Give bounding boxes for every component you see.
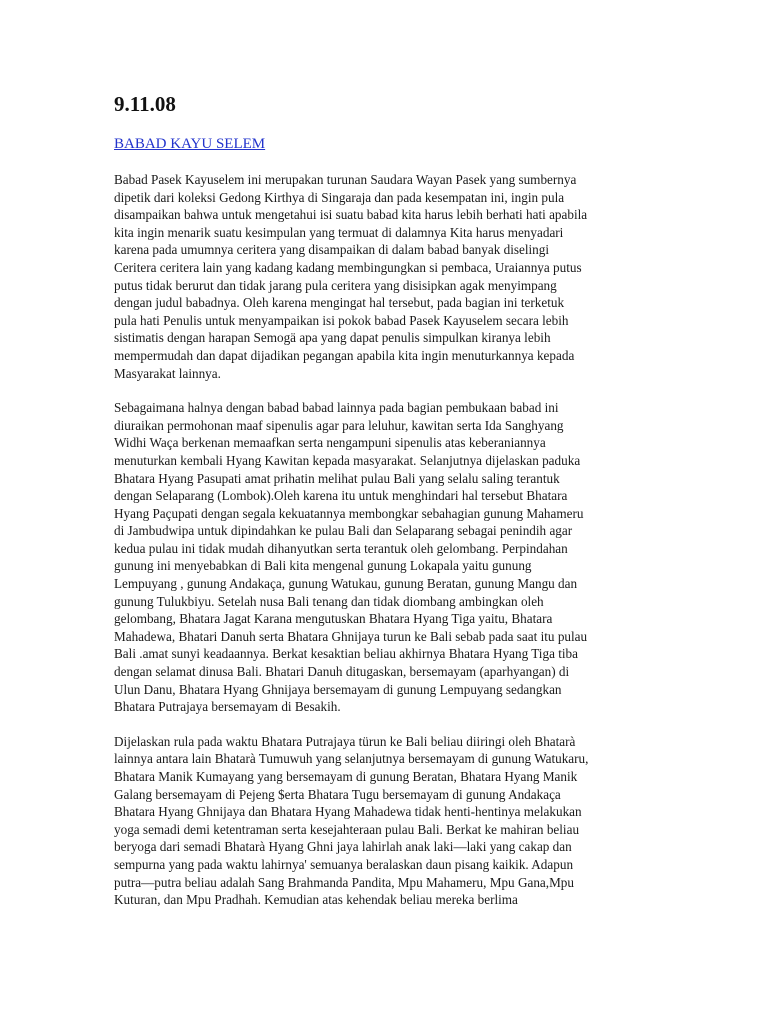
paragraph-line: Bhatara Hyang Pasupati amat prihatin melihat pulau Bali yang selalu saling terantuk xyxy=(114,470,560,486)
paragraph-line: di Jambudwipa untuk dipindahkan ke pulau Bali dan Selaparang sebagai penindih agar xyxy=(114,523,573,539)
paragraph-line: dipetik dari koleksi Gedong Kirthya di Singaraja dan pada kesempatan ini, ingin pula xyxy=(114,189,565,205)
paragraph-line: karena pada umumnya ceritera yang disampaikan di dalam babad banyak diselingi xyxy=(114,242,550,258)
paragraph-line: kedua pulau ini tidak mudah dihanyutkan serta terantuk oleh gelombang. Perpindahan xyxy=(114,540,568,556)
paragraph-line: Widhi Waça berkenan memaafkan serta nengampuni sipenulis atas keberaniannya xyxy=(114,435,546,451)
paragraph-line: Ulun Danu, Bhatara Hyang Ghnijaya bersemayam di gunung Lempuyang sedangkan xyxy=(114,681,562,697)
body-paragraph xyxy=(114,733,654,909)
paragraph-line: sempurna yang pada waktu lahirnya' semuanya beralaskan daun pisang kaikik. Adapun xyxy=(114,856,574,872)
post-title-link[interactable]: BABAD KAYU SELEM xyxy=(114,136,266,152)
body-paragraph xyxy=(114,171,654,382)
paragraph-line: Dijelaskan rula pada waktu Bhatara Putrajaya türun ke Bali beliau diiringi oleh Bhatarà xyxy=(114,733,576,749)
document-page xyxy=(114,92,654,926)
paragraph-line: Hyang Paçupati dengan segala kekuatannya membongkar sebahagian gunung Mahameru xyxy=(114,505,584,521)
paragraph-line: putus tidak berurut dan tidak jarang pula ceritera yang disisipkan agak menyimpang xyxy=(114,277,557,293)
post-body xyxy=(114,171,654,909)
paragraph-line: Galang bersemayam di Pejeng $erta Bhatara Tugu bersemayam di gunung Andakaça xyxy=(114,786,561,802)
paragraph-line: gunung ini menyebabkan di Bali kita mengenal gunung Lokapala yaitu gunung xyxy=(114,558,532,574)
paragraph-line: Bhatara Manik Kumayang yang bersemayam di gunung Beratan, Bhatara Hyang Manik xyxy=(114,769,578,784)
paragraph-line: menuturkan kembali Hyang Kawitan kepada masyarakat. Selanjutnya dijelaskan paduka xyxy=(114,452,581,468)
paragraph-line: dengan selamat dinusa Bali. Bhatari Danuh ditugaskan, bersemayam (aparhyangan) di xyxy=(114,664,570,680)
body-paragraph xyxy=(114,399,654,716)
paragraph-line: mempermudah dan dapat dijadikan pegangan apabila kita ingin menuturkannya kepada xyxy=(114,347,575,363)
paragraph-line: lainnya antara lain Bhatarà Tumuwuh yang selanjutnya bersemayam di gunung Watukaru, xyxy=(114,751,589,767)
paragraph-line: sistimatis dengan harapan Semogä apa yang dapat penulis simpulkan kiranya lebih xyxy=(114,330,551,346)
paragraph-line: Bhatara Hyang Ghnijaya dan Bhatara Hyang Mahadewa tidak henti-hentinya melakukan xyxy=(114,804,582,820)
paragraph-line: diuraikan permohonan maaf sipenulis agar para leluhur, kawitan serta Ida Sanghyang xyxy=(114,417,564,433)
paragraph-line: gunung Tulukbiyu. Setelah nusa Bali tenang dan tidak diombang ambingkan oleh xyxy=(114,593,544,609)
paragraph-line: disampaikan bahwa untuk mengetahui isi suatu babad kita harus lebih berhati hati apabila xyxy=(114,207,588,223)
paragraph-line: Babad Pasek Kayuselem ini merupakan turunan Saudara Wayan Pasek yang sumbernya xyxy=(114,172,577,187)
paragraph-line: Ceritera ceritera lain yang kadang kadang membingungkan si pembaca, Uraiannya putus xyxy=(114,259,582,275)
paragraph-line: beryoga dari semadi Bhatarà Hyang Ghni jaya lahirlah anak laki—laki yang cakap dan xyxy=(114,839,572,855)
paragraph-line: Masyarakat lainnya. xyxy=(114,365,221,381)
paragraph-line: kita ingin menarik suatu kesimpulan yang termuat di dalamnya Kita harus menyadari xyxy=(114,224,564,240)
paragraph-line: dengan judul babadnya. Oleh karena mengingat hal tersebut, pada bagian ini terketuk xyxy=(114,295,565,311)
paragraph-line: Bhatara Putrajaya bersemayam di Besakih. xyxy=(114,699,341,715)
paragraph-line: putra—putra beliau adalah Sang Brahmanda Pandita, Mpu Mahameru, Mpu Gana,Mpu xyxy=(114,874,574,890)
paragraph-line: Kuturan, dan Mpu Pradhah. Kemudian atas kehendak beliau mereka berlima xyxy=(114,892,518,908)
paragraph-line: Lempuyang , gunung Andakaça, gunung Watukau, gunung Beratan, gunung Mangu dan xyxy=(114,576,578,592)
paragraph-line: Sebagaimana halnya dengan babad babad lainnya pada bagian pembukaan babad ini xyxy=(114,400,559,416)
paragraph-line: dengan Selaparang (Lombok).Oleh karena itu untuk menghindari hal tersebut Bhatara xyxy=(114,488,568,504)
paragraph-line: pula hati Penulis untuk menyampaikan isi pokok babad Pasek Kayuselem secara lebih xyxy=(114,312,569,328)
paragraph-line: yoga semadi demi ketentraman serta kesejahteraan pulau Bali. Berkat ke mahiran beliau xyxy=(114,821,580,837)
post-date: 9.11.08 xyxy=(114,92,176,116)
paragraph-line: Bali .amat sunyi keadaannya. Berkat kesaktian beliau akhirnya Bhatara Hyang Tiga tiba xyxy=(114,646,578,662)
paragraph-line: Mahadewa, Bhatari Danuh serta Bhatara Ghnijaya turun ke Bali sebab pada saat itu pulau xyxy=(114,628,588,644)
paragraph-line: gelombang, Bhatara Jagat Karana mengutuskan Bhatara Hyang Tiga yaitu, Bhatara xyxy=(114,611,553,627)
